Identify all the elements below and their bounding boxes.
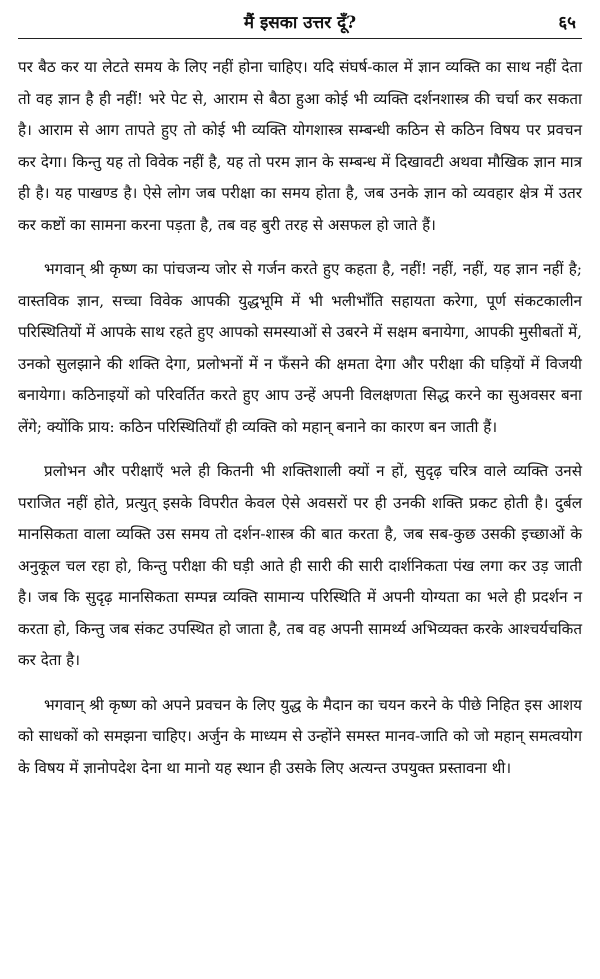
page-body (18, 52, 582, 797)
paragraph: प्रलोभन और परीक्षाएँ भले ही कितनी भी शक्तिशाली क्यों न हों, सुदृढ़ चरित्र वाले व्यक्ति उनसे पराजित नहीं होते, प्रत्युत् इसके विपरीत केवल ऐसे अवसरों पर ही उनकी शक्ति प्रकट होती है। दुर्बल मानसिकता वाला व्यक्ति उस समय तो दर्शन-शास्त्र की बात करता है, जब सब-कुछ उसकी इच्छाओं के अनुकूल चल रहा हो, किन्तु परीक्षा की घड़ी आते ही सारी की सारी दार्शनिकता पंख लगा कर उड़ जाती है। जब कि सुदृढ़ मानसिकता सम्पन्न व्यक्ति सामान्य परिस्थिति में अपनी योग्यता का भले ही प्रदर्शन न करता हो, किन्तु जब संकट उपस्थित हो जाता है, तब वह अपनी सामर्थ्य अभिव्यक्त करके आश्चर्यचकित कर देता है। (18, 462, 582, 669)
paragraph: भगवान् श्री कृष्ण को अपने प्रवचन के लिए युद्ध के मैदान का चयन करने के पीछे निहित इस आशय को साधकों को समझना चाहिए। अर्जुन के माध्यम से उन्होंने समस्त मानव-जाति को जो महान् समत्वयोग के विषय में ज्ञानोपदेश देना था मानो यह स्थान ही उसके लिए अत्यन्त उपयुक्त प्रस्तावना थी। (18, 695, 582, 777)
page-header (18, 6, 582, 38)
page-number: ६५ (558, 13, 576, 33)
running-title: मैं इसका उत्तर दूँ? (243, 13, 357, 33)
paragraph: भगवान् श्री कृष्ण का पांचजन्य जोर से गर्जन करते हुए कहता है, नहीं! नहीं, नहीं, यह ज्ञान नहीं है; वास्तविक ज्ञान, सच्चा विवेक आपकी युद्धभूमि में भी भलीभाँति सहायता करेगा, पूर्ण संकटकालीन परिस्थितियों में आपके साथ रहते हुए आपको समस्याओं से उबरने में सक्षम बनायेगा, आपकी मुसीबतों में, उनको सुलझाने की शक्ति देगा, प्रलोभनों में न फँसने की क्षमता देगा और परीक्षा की घड़ियों में विजयी बनायेगा। कठिनाइयों को परिवर्तित करते हुए आप उन्हें अपनी विलक्षणता सिद्ध करने का सुअवसर बना लेंगे; क्योंकि प्राय: कठिन परिस्थितियाँ ही व्यक्ति को महान् बनाने का कारण बन जाती हैं। (18, 260, 582, 436)
paragraph-continued: पर बैठ कर या लेटते समय के लिए नहीं होना चाहिए। यदि संघर्ष-काल में ज्ञान व्यक्ति का साथ नहीं देता तो वह ज्ञान है ही नहीं! भरे पेट से, आराम से बैठा हुआ कोई भी व्यक्ति दर्शनशास्त्र की चर्चा कर सकता है। आराम से आग तापते हुए तो कोई भी व्यक्ति योगशास्त्र सम्बन्धी कठिन से कठिन विषय पर प्रवचन कर देगा। किन्तु यह तो विवेक नहीं है, यह तो परम ज्ञान के सम्बन्ध में दिखावटी अथवा मौखिक ज्ञान मात्र ही है। यह पाखण्ड है। ऐसे लोग जब परीक्षा का समय होता है, जब उनके ज्ञान को व्यवहार क्षेत्र में उतर कर कष्टों का सामना करना पड़ता है, तब वह बुरी तरह से असफल हो जाते हैं। (18, 58, 582, 234)
header-rule (18, 38, 582, 39)
